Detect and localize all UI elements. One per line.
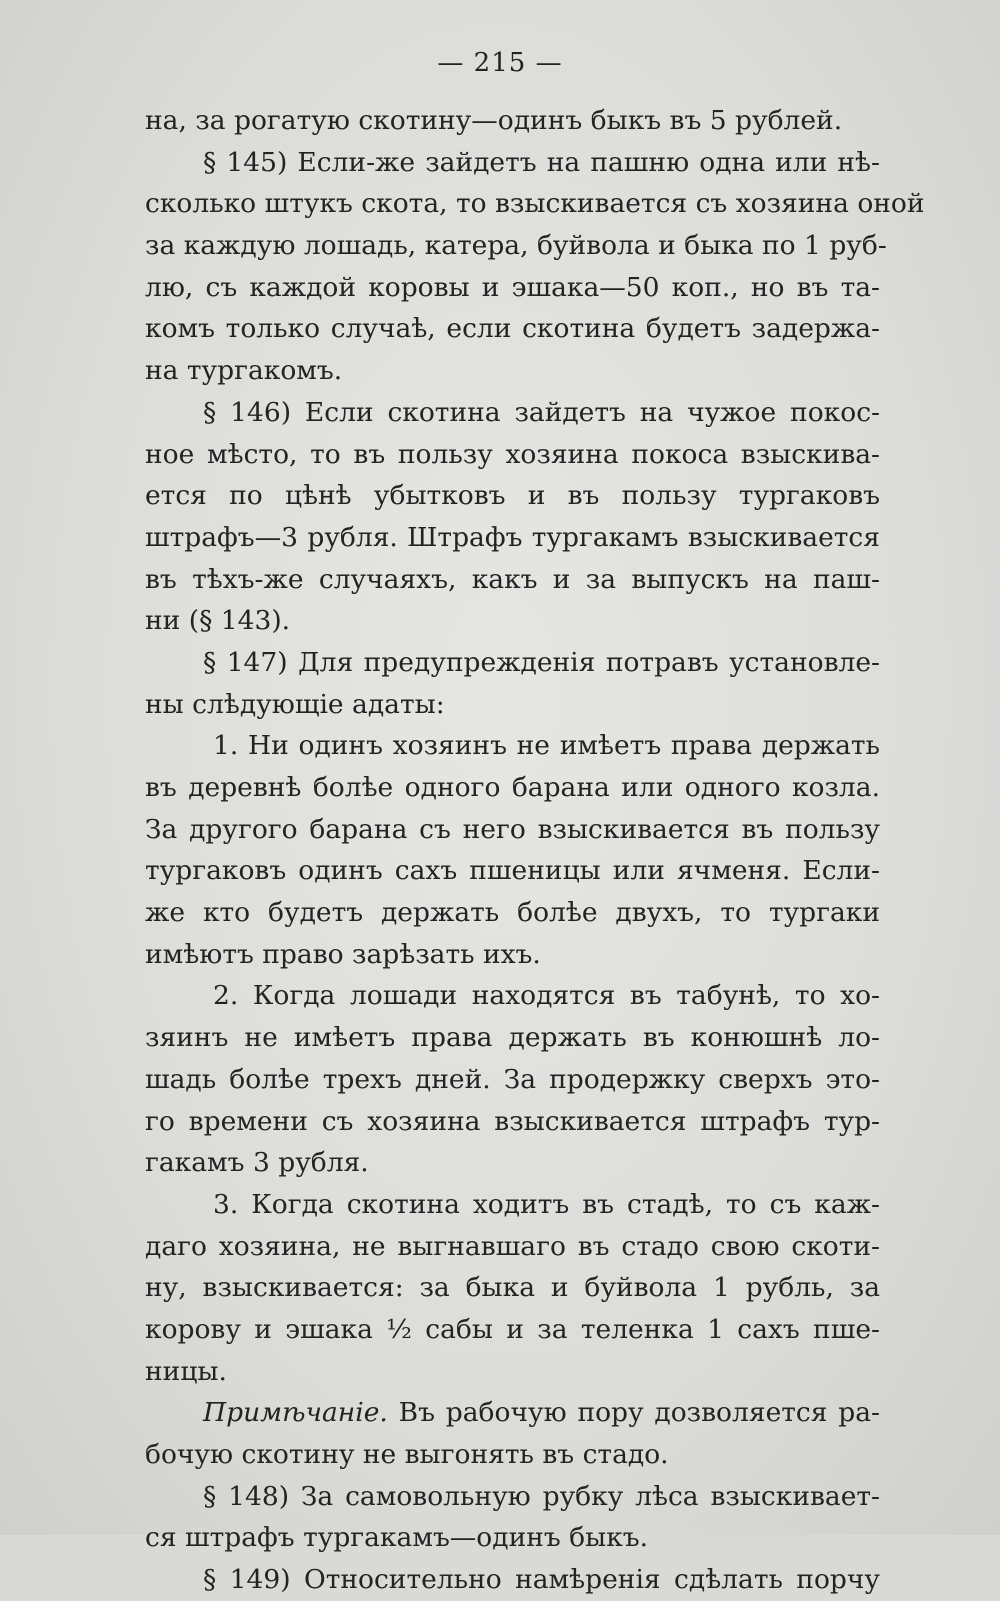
text-line xyxy=(145,1517,880,1559)
text-line xyxy=(145,267,880,309)
line-text: го времени съ хозяина взыскивается штрафъ тур- xyxy=(145,1105,880,1137)
line-text: штрафъ—3 рубля. Штрафъ тургакамъ взыскивается xyxy=(145,521,880,553)
text-line xyxy=(145,1184,880,1226)
line-text: даго хозяина, не выгнавшаго въ стадо свою скоти- xyxy=(145,1230,880,1262)
line-text: комъ только случаѣ, если скотина будетъ задержа- xyxy=(145,313,880,345)
line-text: въ тѣхъ-же случаяхъ, какъ и за выпускъ на паш- xyxy=(145,563,880,595)
text-line xyxy=(145,934,880,976)
text-line xyxy=(145,1476,880,1518)
line-text: ни (§ 143). xyxy=(145,605,291,637)
text-line xyxy=(145,1017,880,1059)
text-line xyxy=(145,225,887,267)
line-text: на тургакомъ. xyxy=(145,355,343,387)
text-line xyxy=(145,767,880,809)
text-line xyxy=(145,1392,880,1434)
text-line xyxy=(145,1142,880,1184)
text-line xyxy=(145,350,880,392)
text-line xyxy=(145,142,880,184)
text-line xyxy=(145,517,880,559)
text-line xyxy=(145,892,880,934)
line-text: лю, съ каждой коровы и эшака—50 коп., но въ та- xyxy=(145,271,880,303)
line-text: Въ рабочую пору дозволяется ра- xyxy=(398,1397,880,1429)
line-text: въ деревнѣ болѣе одного барана или одного козла. xyxy=(145,772,880,803)
text-line xyxy=(145,308,880,350)
line-text: За другого барана съ него взыскивается въ пользу xyxy=(145,813,880,845)
text-line xyxy=(145,642,880,684)
text-line xyxy=(145,100,880,142)
line-text: зяинъ не имѣетъ права держать въ конюшнѣ ло- xyxy=(145,1022,880,1054)
text-line xyxy=(145,725,880,767)
line-text: 3. Когда скотина ходитъ въ стадѣ, то съ каж- xyxy=(213,1188,880,1220)
line-text: § 146) Если скотина зайдетъ на чужое покос- xyxy=(203,396,880,428)
line-text: ну, взыскивается: за быка и буйвола 1 рубль, за xyxy=(145,1272,880,1304)
text-line xyxy=(145,1434,880,1476)
body-text xyxy=(145,100,925,1601)
text-line xyxy=(145,183,925,225)
text-line xyxy=(145,1101,880,1143)
line-text: § 148) За самовольную рубку лѣса взыскивает- xyxy=(203,1480,880,1512)
text-line xyxy=(145,600,880,642)
text-line xyxy=(145,559,880,601)
line-text: за каждую лошадь, катера, буйвола и быка по 1 руб- xyxy=(145,230,887,262)
text-line xyxy=(145,1267,880,1309)
text-line xyxy=(145,1351,880,1393)
note-label: Примѣчаніе. xyxy=(203,1397,388,1429)
line-text: гакамъ 3 рубля. xyxy=(145,1147,369,1179)
text-line xyxy=(145,434,880,476)
page-number: — 215 — xyxy=(437,48,563,78)
text-line xyxy=(145,475,880,517)
line-text: § 145) Если-же зайдетъ на пашню одна или нѣ- xyxy=(203,146,880,178)
text-line xyxy=(145,850,880,892)
text-line xyxy=(145,392,880,434)
line-text: § 149) Относительно намѣренія сдѣлать порчу xyxy=(203,1564,880,1596)
line-text: корову и эшака ½ сабы и за теленка 1 сахъ пше- xyxy=(145,1313,880,1345)
text-line xyxy=(145,1309,880,1351)
line-text: ницы. xyxy=(145,1355,227,1387)
line-text: § 147) Для предупрежденія потравъ установле- xyxy=(203,646,880,678)
line-text: шадь болѣе трехъ дней. За продержку сверхъ это- xyxy=(145,1063,880,1095)
line-text: сколько штукъ скота, то взыскивается съ хозяина оной xyxy=(145,188,925,220)
text-line xyxy=(145,809,880,851)
text-line xyxy=(145,975,880,1017)
text-line xyxy=(145,1059,880,1101)
line-text: ся штрафъ тургакамъ—одинъ быкъ. xyxy=(145,1522,649,1554)
line-text: на, за рогатую скотину—одинъ быкъ въ 5 рублей. xyxy=(145,105,843,136)
line-text: 2. Когда лошади находятся въ табунѣ, то хо- xyxy=(213,980,880,1012)
text-line xyxy=(145,684,880,726)
text-line xyxy=(145,1226,880,1268)
line-text: ны слѣдующіе адаты: xyxy=(145,688,445,720)
line-text: ется по цѣнѣ убытковъ и въ пользу тургаковъ xyxy=(145,480,880,512)
text-line xyxy=(145,1559,880,1601)
line-text: тургаковъ одинъ сахъ пшеницы или ячменя. Если- xyxy=(145,855,880,887)
line-text: ное мѣсто, то въ пользу хозяина покоса взыскива- xyxy=(145,438,880,470)
line-text: 1. Ни одинъ хозяинъ не имѣетъ права держать xyxy=(213,730,880,762)
line-text: бочую скотину не выгонять въ стадо. xyxy=(145,1439,669,1470)
line-text: же кто будетъ держать болѣе двухъ, то тургаки xyxy=(145,897,880,929)
line-text: имѣютъ право зарѣзать ихъ. xyxy=(145,938,541,970)
